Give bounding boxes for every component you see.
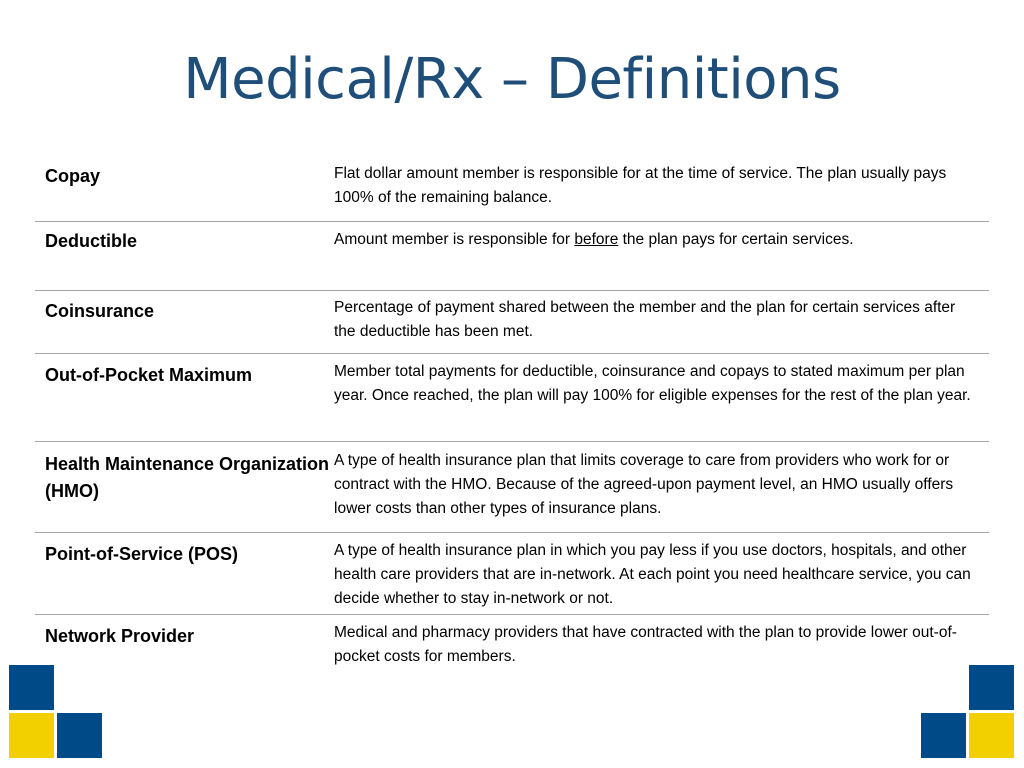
table-row: [35, 354, 989, 442]
decor-square-yellow: [9, 713, 54, 758]
table-row: [35, 291, 989, 354]
definition-deductible: [334, 228, 989, 290]
definition-network-provider: Medical and pharmacy providers that have contracted with the plan to provide lower out-of-pocket costs for members.: [334, 624, 957, 665]
term-hmo: Health Maintenance Organization (HMO): [45, 454, 330, 501]
definitions-table: [35, 152, 989, 675]
table-row: [35, 615, 989, 675]
term-deductible: Deductible: [45, 231, 138, 251]
definition-hmo: A type of health insurance plan that limits coverage to care from providers who work for or contract with the HMO. Because of the agreed-upon payment level, an HMO usually offers lower costs than other types of insurance plans.: [334, 452, 954, 517]
decor-square-blue: [969, 665, 1014, 710]
definition-coinsurance: Percentage of payment shared between the member and the plan for certain services after the deductible has been met.: [334, 299, 956, 340]
definition-deductible-emphasis: before: [574, 231, 619, 248]
definition-deductible-part-1: Amount member is responsible for: [334, 231, 575, 248]
term-network-provider: Network Provider: [45, 626, 195, 646]
definition-deductible-part-2: the plan pays for certain services.: [618, 231, 854, 248]
definition-copay: Flat dollar amount member is responsible for at the time of service. The plan usually pays 100% of the remaining balance.: [334, 165, 947, 206]
slide-title: Medical/Rx – Definitions: [183, 47, 841, 112]
term-pos: Point-of-Service (POS): [45, 544, 239, 564]
definition-out-of-pocket-maximum: Member total payments for deductible, coinsurance and copays to stated maximum per plan year. Once reached, the plan will pay 100% for eligible expenses for the rest of the plan year.: [334, 363, 971, 404]
definition-pos: A type of health insurance plan in which you pay less if you use doctors, hospitals, and other health care providers that are in-network. At each point you need healthcare service, you can decide whether to stay in-network or not.: [334, 542, 971, 607]
table-row: [35, 152, 989, 222]
decor-square-blue: [9, 665, 54, 710]
table-row: [35, 442, 989, 533]
term-out-of-pocket-maximum: Out-of-Pocket Maximum: [45, 365, 253, 385]
decor-square-yellow: [969, 713, 1014, 758]
table-row: [35, 533, 989, 615]
table-row: [35, 222, 989, 291]
term-copay: Copay: [45, 166, 101, 186]
decor-square-blue: [921, 713, 966, 758]
decor-square-blue: [57, 713, 102, 758]
term-coinsurance: Coinsurance: [45, 301, 155, 321]
